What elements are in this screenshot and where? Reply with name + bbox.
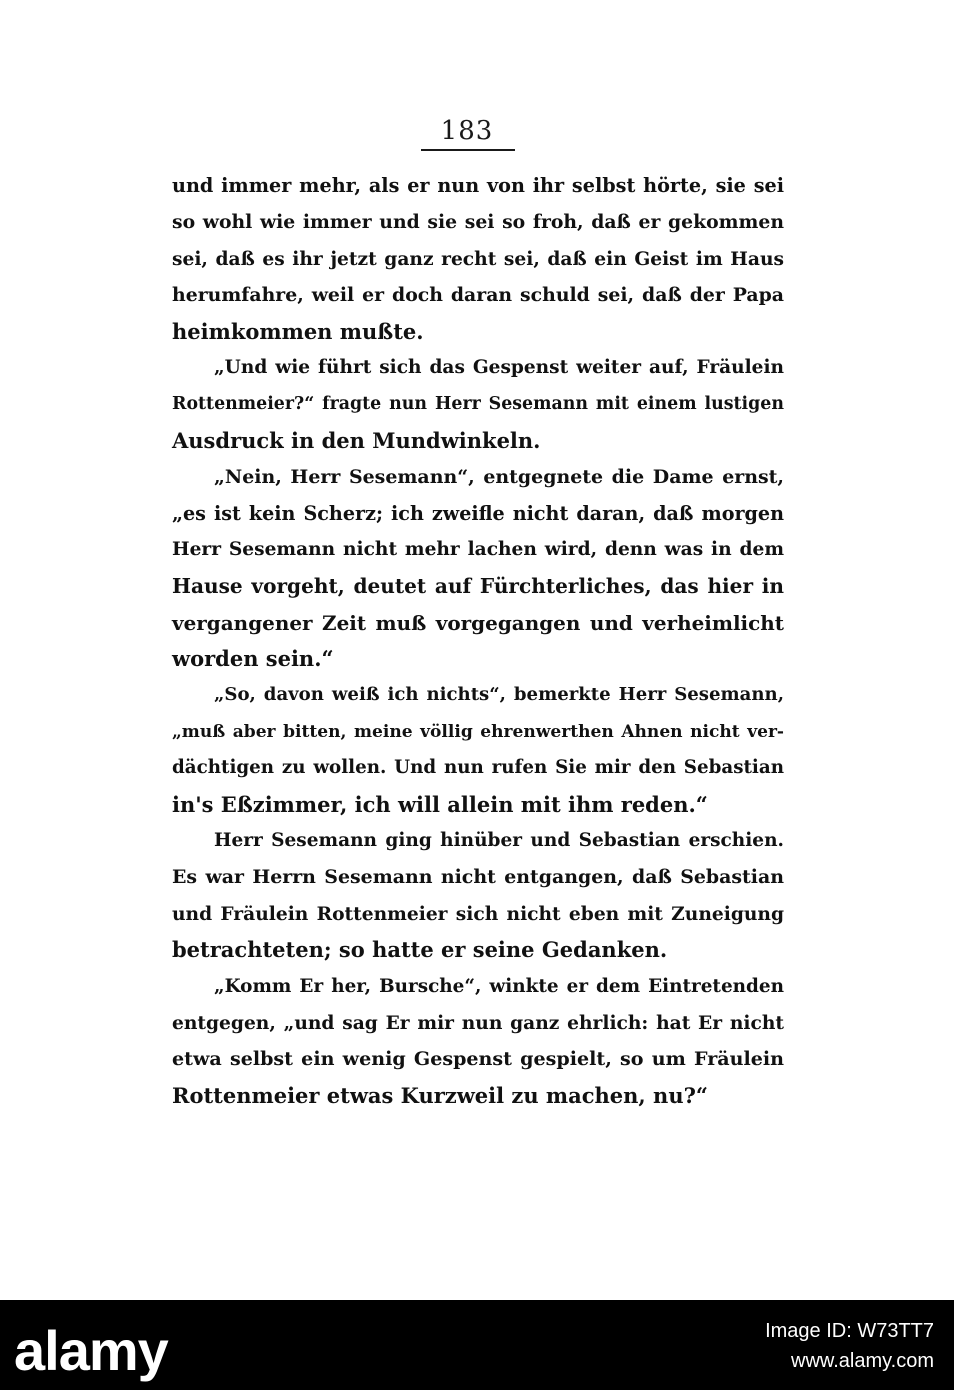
page-number: 183 <box>440 116 494 146</box>
paragraph <box>172 168 784 350</box>
text-line: „es ist kein Scherz; ich zweifle nicht daran, daß morgen <box>172 501 784 525</box>
paragraph <box>172 823 784 969</box>
text-line: Herr Sesemann nicht mehr lachen wird, denn was in dem <box>172 538 784 560</box>
body-text <box>172 168 784 1114</box>
text-line: Herr Sesemann ging hinüber und Sebastian erschien. <box>214 830 784 852</box>
text-line: so wohl wie immer und sie sei so froh, daß er gekommen <box>172 211 784 234</box>
text-line: etwa selbst ein wenig Gespenst gespielt, so um Fräulein <box>172 1048 784 1071</box>
text-line: Es war Herrn Sesemann nicht entgangen, daß Sebastian <box>172 866 784 889</box>
text-line: entgegen, „und sag Er mir nun ganz ehrlich: hat Er nicht <box>172 1011 784 1034</box>
text-line: sei, daß es ihr jetzt ganz recht sei, daß ein Geist im Haus <box>172 247 784 270</box>
watermark-banner <box>0 1300 954 1390</box>
text-line: dächtigen zu wollen. Und nun rufen Sie mir den Sebastian <box>172 757 784 779</box>
text-line: Rottenmeier etwas Kurzweil zu machen, nu?“ <box>172 1082 708 1108</box>
paragraph <box>172 969 784 1115</box>
text-line: „Und wie führt sich das Gespenst weiter auf, Fräulein <box>214 356 784 378</box>
text-line: Ausdruck in den Mundwinkeln. <box>172 427 541 453</box>
text-line: und Fräulein Rottenmeier sich nicht eben mit Zuneigung <box>172 902 784 925</box>
text-line: Rottenmeier?“ fragte nun Herr Sesemann mit einem lustigen <box>172 394 784 415</box>
text-line: worden sein.“ <box>172 646 334 672</box>
text-line: herumfahre, weil er doch daran schuld sei, daß der Papa <box>172 284 784 307</box>
text-line: heimkommen mußte. <box>172 318 424 344</box>
text-line: „So, davon weiß ich nichts“, bemerkte Herr Sesemann, <box>214 684 784 706</box>
watermark-url: www.alamy.com <box>791 1350 934 1372</box>
text-line: „muß aber bitten, meine völlig ehrenwerthen Ahnen nicht ver- <box>172 721 784 742</box>
text-line: vergangener Zeit muß vorgegangen und verheimlicht <box>172 610 784 635</box>
paragraph <box>172 459 784 677</box>
text-line: Hause vorgeht, deutet auf Fürchterliches, das hier in <box>172 574 784 599</box>
paragraph <box>172 350 784 459</box>
watermark-logo: alamy <box>14 1319 168 1382</box>
text-line: betrachteten; so hatte er seine Gedanken. <box>172 937 668 963</box>
page-number-rule <box>421 149 515 151</box>
paragraph <box>172 677 784 823</box>
text-line: „Komm Er her, Bursche“, winkte er dem Eintretenden <box>214 975 784 997</box>
text-line: in's Eßzimmer, ich will allein mit ihm reden.“ <box>172 791 708 817</box>
text-line: „Nein, Herr Sesemann“, entgegnete die Dame ernst, <box>214 466 784 489</box>
text-line: und immer mehr, als er nun von ihr selbst hörte, sie sei <box>172 174 784 197</box>
watermark-image-id: Image ID: W73TT7 <box>765 1320 934 1342</box>
